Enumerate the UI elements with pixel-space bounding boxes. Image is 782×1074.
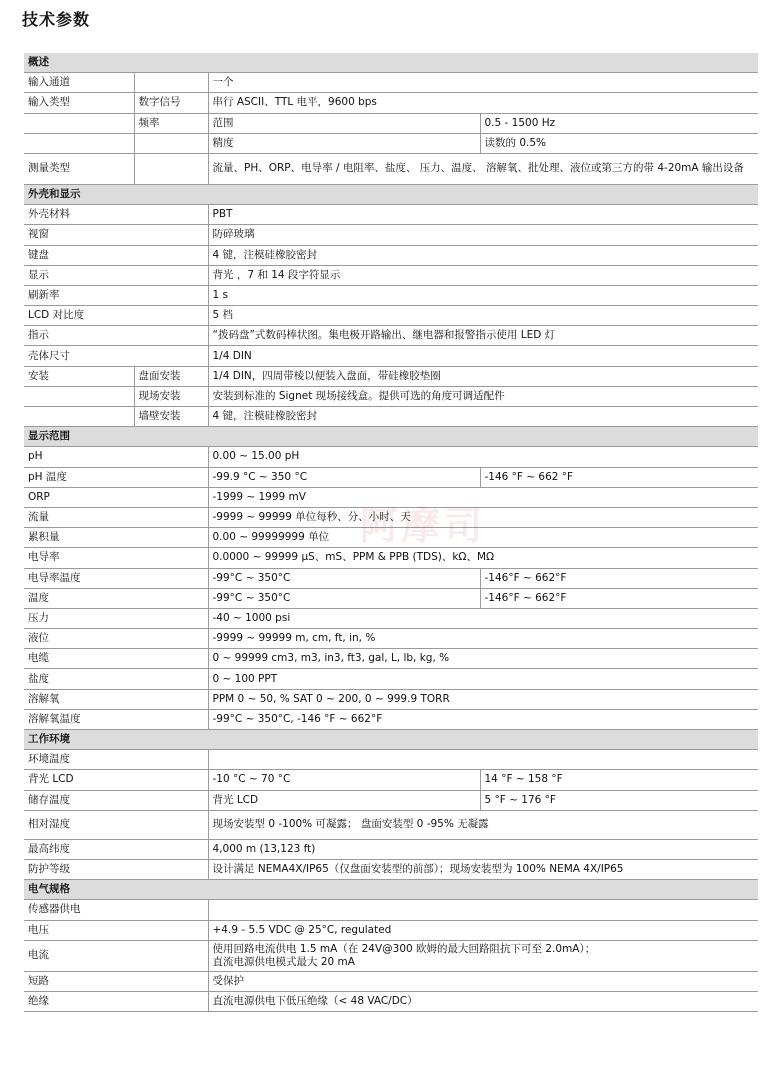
param-value: 背光 LCD <box>208 790 480 810</box>
section-title: 工作环境 <box>24 730 758 750</box>
table-row <box>24 940 758 971</box>
section-header-housing <box>24 184 758 204</box>
param-label: 盐度 <box>24 669 208 689</box>
table-row <box>24 133 758 153</box>
param-value: 防碎玻璃 <box>208 225 758 245</box>
param-value: 精度 <box>208 133 480 153</box>
param-value: -10 °C ~ 70 °C <box>208 770 480 790</box>
section-title: 电气规格 <box>24 880 758 900</box>
table-row <box>24 991 758 1011</box>
param-value: 直流电源供电下低压绝缘（< 48 VAC/DC） <box>208 991 758 1011</box>
param-label: pH 温度 <box>24 467 208 487</box>
param-sublabel <box>134 153 208 184</box>
param-label: 电缆 <box>24 649 208 669</box>
table-row <box>24 859 758 879</box>
param-value: 4,000 m (13,123 ft) <box>208 839 758 859</box>
param-value: 0.0000 ~ 99999 μS、mS、PPM & PPB (TDS)、kΩ、MΩ <box>208 548 758 568</box>
param-label: 视窗 <box>24 225 208 245</box>
param-sublabel: 数字信号 <box>134 93 208 113</box>
table-row <box>24 326 758 346</box>
param-value: 1/4 DIN <box>208 346 758 366</box>
param-value-line: 直流电源供电模式最大 20 mA <box>212 955 355 968</box>
param-label: 环境温度 <box>24 750 208 770</box>
param-label: LCD 对比度 <box>24 306 208 326</box>
param-label: 壳体尺寸 <box>24 346 208 366</box>
param-label: 电导率 <box>24 548 208 568</box>
table-row <box>24 629 758 649</box>
table-row <box>24 709 758 729</box>
table-row <box>24 750 758 770</box>
param-label: 背光 LCD <box>24 770 208 790</box>
param-value <box>208 900 758 920</box>
section-header-env <box>24 730 758 750</box>
param-value-2: -146°F ~ 662°F <box>480 588 758 608</box>
param-value: 1/4 DIN，四周带棱以便装入盘面，带硅橡胶垫圈 <box>208 366 758 386</box>
param-label: 电流 <box>24 940 208 971</box>
table-row <box>24 265 758 285</box>
table-row <box>24 528 758 548</box>
table-row <box>24 245 758 265</box>
table-row <box>24 366 758 386</box>
param-value-2: 读数的 0.5% <box>480 133 758 153</box>
param-value: 一个 <box>208 73 758 93</box>
table-row <box>24 669 758 689</box>
table-row <box>24 839 758 859</box>
param-value-2: -146°F ~ 662°F <box>480 568 758 588</box>
param-value: 5 档 <box>208 306 758 326</box>
param-value: 背光 ，7 和 14 段字符显示 <box>208 265 758 285</box>
param-value-line: 使用回路电流供电 1.5 mA（在 24V@300 欧姆的最大回路阻抗下可至 2.0mA）； <box>212 942 596 955</box>
section-title: 外壳和显示 <box>24 184 758 204</box>
watermark: 阿摩司 <box>360 504 487 548</box>
param-sublabel: 墙壁安装 <box>134 407 208 427</box>
table-row <box>24 205 758 225</box>
param-label: 溶解氧温度 <box>24 709 208 729</box>
param-value: 设计满足 NEMA4X/IP65（仅盘面安装型的前部）；现场安装型为 100% NEMA 4X/IP65 <box>208 859 758 879</box>
table-row <box>24 548 758 568</box>
param-label: 电导率温度 <box>24 568 208 588</box>
param-value: 现场安装型 0 -100% 可凝露； 盘面安装型 0 -95% 无凝露 <box>208 810 758 839</box>
param-value: 受保护 <box>208 971 758 991</box>
param-value: PPM 0 ~ 50, % SAT 0 ~ 200, 0 ~ 999.9 TORR <box>208 689 758 709</box>
param-label: 累积量 <box>24 528 208 548</box>
param-label: 安装 <box>24 366 134 386</box>
param-value: +4.9 - 5.5 VDC @ 25°C, regulated <box>208 920 758 940</box>
param-value: -99°C ~ 350°C <box>208 568 480 588</box>
table-row <box>24 467 758 487</box>
param-label: 相对湿度 <box>24 810 208 839</box>
table-row <box>24 386 758 406</box>
table-row <box>24 153 758 184</box>
table-row <box>24 568 758 588</box>
param-value: -99°C ~ 350°C, -146 °F ~ 662°F <box>208 709 758 729</box>
param-label: 压力 <box>24 608 208 628</box>
section-header-range <box>24 427 758 447</box>
table-row <box>24 306 758 326</box>
table-row <box>24 649 758 669</box>
table-row <box>24 113 758 133</box>
param-value: 4 键，注模硅橡胶密封 <box>208 245 758 265</box>
param-value: 4 键，注模硅橡胶密封 <box>208 407 758 427</box>
section-title: 显示范围 <box>24 427 758 447</box>
param-label: ORP <box>24 487 208 507</box>
param-value: -99.9 °C ~ 350 °C <box>208 467 480 487</box>
param-label: pH <box>24 447 208 467</box>
param-value: -99°C ~ 350°C <box>208 588 480 608</box>
param-label <box>24 113 134 133</box>
table-row <box>24 588 758 608</box>
param-label: 传感器供电 <box>24 900 208 920</box>
page-title: 技术参数 <box>22 10 91 29</box>
param-label <box>24 133 134 153</box>
param-sublabel <box>134 73 208 93</box>
table-row <box>24 73 758 93</box>
param-sublabel: 现场安装 <box>134 386 208 406</box>
param-label: 键盘 <box>24 245 208 265</box>
param-label: 显示 <box>24 265 208 285</box>
section-header-elec <box>24 880 758 900</box>
param-label: 防护等级 <box>24 859 208 879</box>
param-value <box>208 940 758 971</box>
param-label: 刷新率 <box>24 285 208 305</box>
table-row <box>24 285 758 305</box>
param-label: 溶解氧 <box>24 689 208 709</box>
param-sublabel <box>134 133 208 153</box>
param-label: 指示 <box>24 326 208 346</box>
param-label <box>24 407 134 427</box>
param-value: “拨码盘”式数码棒状图。集电极开路输出、继电器和报警指示使用 LED 灯 <box>208 326 758 346</box>
table-row <box>24 900 758 920</box>
param-label: 输入类型 <box>24 93 134 113</box>
param-value-2: 5 °F ~ 176 °F <box>480 790 758 810</box>
table-row <box>24 407 758 427</box>
param-label: 液位 <box>24 629 208 649</box>
table-row <box>24 487 758 507</box>
param-value: 安装到标准的 Signet 现场接线盒。提供可选的角度可调适配件 <box>208 386 758 406</box>
param-value: 0 ~ 99999 cm3, m3, in3, ft3, gal, L, lb, kg, % <box>208 649 758 669</box>
table-row <box>24 920 758 940</box>
param-value-2: -146 °F ~ 662 °F <box>480 467 758 487</box>
param-value: 范围 <box>208 113 480 133</box>
table-row <box>24 770 758 790</box>
param-label: 外壳材料 <box>24 205 208 225</box>
param-value <box>208 750 758 770</box>
table-row <box>24 810 758 839</box>
table-row <box>24 225 758 245</box>
table-row <box>24 689 758 709</box>
table-row <box>24 608 758 628</box>
param-value: 串行 ASCII、TTL 电平，9600 bps <box>208 93 758 113</box>
table-row <box>24 447 758 467</box>
table-row <box>24 971 758 991</box>
param-label: 短路 <box>24 971 208 991</box>
param-value: 1 s <box>208 285 758 305</box>
param-label <box>24 386 134 406</box>
param-sublabel: 盘面安装 <box>134 366 208 386</box>
param-value: 0.00 ~ 15.00 pH <box>208 447 758 467</box>
param-value: 0 ~ 100 PPT <box>208 669 758 689</box>
section-title: 概述 <box>24 53 758 73</box>
param-value: PBT <box>208 205 758 225</box>
param-value-2: 0.5 - 1500 Hz <box>480 113 758 133</box>
param-label: 储存温度 <box>24 790 208 810</box>
param-sublabel: 频率 <box>134 113 208 133</box>
spec-table <box>24 53 758 1012</box>
param-value: -40 ~ 1000 psi <box>208 608 758 628</box>
param-label: 最高纬度 <box>24 839 208 859</box>
table-row <box>24 507 758 527</box>
param-value: -1999 ~ 1999 mV <box>208 487 758 507</box>
param-value: -9999 ~ 99999 单位每秒、分、小时、天 <box>208 507 758 527</box>
param-label: 温度 <box>24 588 208 608</box>
param-label: 绝缘 <box>24 991 208 1011</box>
param-value: 0.00 ~ 99999999 单位 <box>208 528 758 548</box>
param-value-2: 14 °F ~ 158 °F <box>480 770 758 790</box>
param-value: -9999 ~ 99999 m, cm, ft, in, % <box>208 629 758 649</box>
table-row <box>24 346 758 366</box>
param-label: 测量类型 <box>24 153 134 184</box>
param-value: 流量、PH、ORP、电导率 / 电阻率、盐度、 压力、温度、 溶解氧、批处理、液位或第三方的带 4-20mA 输出设备 <box>208 153 758 184</box>
section-header-overview <box>24 53 758 73</box>
param-label: 输入通道 <box>24 73 134 93</box>
table-row <box>24 790 758 810</box>
table-row <box>24 93 758 113</box>
param-label: 电压 <box>24 920 208 940</box>
param-label: 流量 <box>24 507 208 527</box>
